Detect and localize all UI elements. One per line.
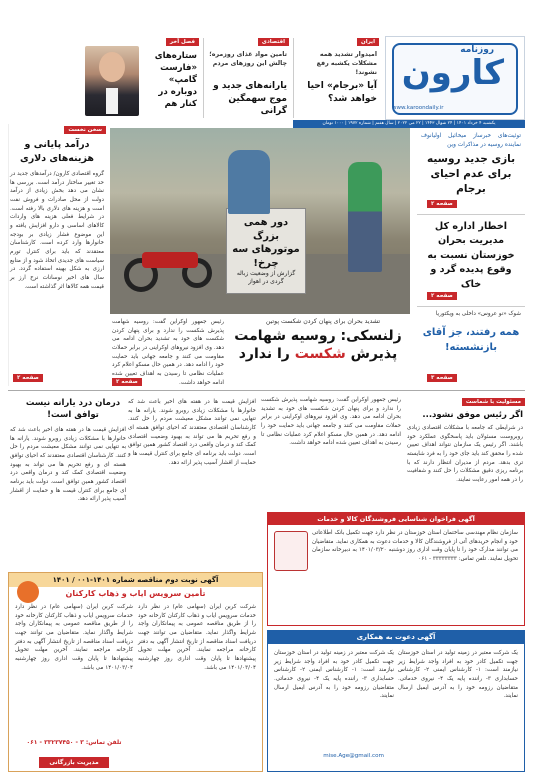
ad-logo bbox=[274, 531, 308, 571]
ad-header: آگهی نوبت دوم مناقصه شماره ۱۴۰۱-۰۰۱ / ۱۴۰۱ bbox=[9, 573, 262, 587]
actor-face bbox=[99, 52, 125, 82]
ad-phone[interactable]: تلفن تماس: ۳ - ۳۳۲۳۷۴۵۰ - ۰۶۱ bbox=[26, 739, 122, 746]
page-ref[interactable]: صفحه ۲ bbox=[112, 378, 142, 386]
story3-kicker: شوک «نو عروس» داخلی به ویکتوریا bbox=[435, 311, 521, 317]
page-ref[interactable]: صفحه ۲ bbox=[427, 200, 457, 208]
mid-left-body: افزایش قیمت ها در هفته های اخیر باعث شد که خانوارها با مشکلات زیادی روبرو شوند. یارانه ها به تنهایی نمی توانند مشکل معیشت مردم را حل کنند. کارشناسان اقتصادی معتقدند که احیای توافق هسته ای و رفع تحریم ها می تواند به بهبود وضعیت اقتصادی کمک کند و درمان واقعی درد اقتصاد کشور همین توافق است. دولت باید برنامه ای جامع برای کنترل قیمت ها و حمایت از اقشار آسیب پذیر ارائه دهد. bbox=[128, 399, 256, 466]
logo-small: روزنامه bbox=[460, 45, 494, 55]
center-article: رئیس جمهور اوکراین گفت: روسیه شهامت پذیرش شکست را ندارد و برای پنهان کردن شکست های خود به تشدید بحران ادامه می دهد. وی افزود نیروهای اوکراینی در برابر حملات مقاومت می کنند و جامعه جهانی باید حمایت خود را ادامه دهد. در همین حال مسکو اعلام کرد عملیات نظامی تا رسیدن به اهداف تعیین شده ادامه خواهد داشت. bbox=[261, 397, 401, 447]
divider bbox=[417, 214, 525, 215]
masthead bbox=[385, 36, 525, 120]
lead-title-word: را ندارد bbox=[238, 345, 290, 362]
top-item-politics[interactable] bbox=[293, 38, 379, 118]
section-tag: فصل آخر bbox=[166, 38, 199, 46]
top-item-culture[interactable] bbox=[85, 38, 199, 118]
ad-body-2: شرکت کربن ایران (سهامی عام) در نظر دارد خدمات سرویس ایاب و ذهاب کارکنان کارخانه خود را از طریق مناقصه عمومی به پیمانکاران واجد شرایط واگذار نماید. متقاضیان می توانند جهت دریافت اسناد مناقصه از تاریخ انتشار آگهی به دفتر کارخانه مراجعه نمایند. آخرین مهلت تحویل پیشنهادها تا پایان وقت اداری روز چهارشنبه ۱۴۰۱/۰۳/۰۴ می باشد. bbox=[15, 604, 133, 671]
divider bbox=[8, 390, 525, 391]
story2-title[interactable]: اخطار اداره کل مدیریت بحران خوزستان نسبت به وقوع پدیده گرد و خاک bbox=[427, 221, 515, 290]
top-item-title: یارانه‌های جدید و موج سهمگین گرانی bbox=[213, 81, 287, 117]
lead-title-line2 bbox=[223, 346, 413, 364]
actor-shirt bbox=[106, 88, 118, 114]
left-column bbox=[8, 124, 106, 386]
ad-footer: مدیریت بازرگانی bbox=[39, 757, 109, 768]
company-logo bbox=[17, 581, 39, 603]
main-photo bbox=[110, 128, 410, 314]
top-item-economy[interactable] bbox=[203, 38, 289, 118]
lead-title-line1: زلنسکی: روسیه شهامت bbox=[234, 328, 402, 344]
bike-body bbox=[142, 252, 198, 268]
logo: کارون bbox=[401, 53, 504, 93]
story1-kicker: توئیت‌های خبرساز میخائیل اولیانوف نماینده روسیه در مذاکرات وین bbox=[421, 133, 521, 148]
mid-left-body-2: افزایش قیمت ها در هفته های اخیر باعث شد که خانوارها با مشکلات زیادی روبرو شوند. یارانه ها به تنهایی نمی توانند مشکل معیشت مردم را حل کنند. کارشناسان اقتصادی معتقدند که احیای توافق هسته ای و رفع تحریم ها می تواند به بهبود وضعیت اقتصادی کمک کند و درمان واقعی درد اقتصاد کشور همین توافق است. دولت باید برنامه ای جامع برای کنترل قیمت ها و حمایت از اقشار آسیب پذیر ارائه دهد. bbox=[10, 427, 126, 503]
ad-auction[interactable] bbox=[8, 572, 263, 772]
dateline: یکشنبه ۴ خرداد ۱۴۰۱ | ۲۴ شوال ۱۴۴۳ | ۲۲ می ۲۰۲۲ | سال هفتم | شماره ۱۹۷۲ | ۱۰۰۰ تومان bbox=[293, 120, 525, 128]
editorial-title[interactable]: اگر رئیس موفق نشود... bbox=[422, 410, 523, 420]
section-tag: سخن نخست bbox=[64, 126, 106, 134]
section-tag: ایران bbox=[357, 38, 379, 46]
mid-left-story bbox=[8, 396, 258, 566]
ad-tender[interactable] bbox=[267, 512, 525, 626]
actor-photo bbox=[85, 46, 139, 116]
section-tag: مسئولیت با شماست bbox=[462, 398, 525, 406]
ad-body-2: یک شرکت معتبر در زمینه تولید در استان خوزستان جهت تکمیل کادر خود به افراد واجد شرایط زیر نیازمند است: ۱- کارشناس ایمنی ۲- کارشناس حسابداری ۳- راننده پایه یک ۴- نیروی خدماتی. متقاضیان رزومه خود را به آدرس ایمیل ارسال نمایند. bbox=[274, 650, 394, 700]
ad-body: یک شرکت معتبر در زمینه تولید در استان خوزستان جهت تکمیل کادر خود به افراد واجد شرایط زیر نیازمند است: ۱- کارشناس ایمنی ۲- کارشناس حسابداری ۳- راننده پایه یک ۴- نیروی خدماتی. متقاضیان رزومه خود را به آدرس ایمیل ارسال نمایند. bbox=[398, 650, 518, 700]
section-tag: اقتصادی bbox=[258, 38, 289, 46]
lead-title[interactable] bbox=[223, 328, 413, 363]
page-ref[interactable]: صفحه ۲ bbox=[427, 292, 457, 300]
top-item-title: ستاره‌های «فارست گامپ» دوباره در کنار هم bbox=[154, 51, 197, 110]
website[interactable]: www.karoondaily.ir bbox=[392, 105, 444, 111]
ad-header: آگهی دعوت به همکاری bbox=[268, 631, 524, 644]
photo-man-right bbox=[348, 162, 382, 272]
editorial-box bbox=[405, 396, 525, 506]
ad-body: شرکت کربن ایران (سهامی عام) در نظر دارد خدمات سرویس ایاب و ذهاب کارکنان کارخانه خود را از طریق مناقصه عمومی به پیمانکاران واجد شرایط واگذار نماید. متقاضیان می توانند جهت دریافت اسناد مناقصه از تاریخ انتشار آگهی به دفتر کارخانه مراجعه نمایند. آخرین مهلت تحویل پیشنهادها تا پایان وقت اداری روز چهارشنبه ۱۴۰۱/۰۳/۰۴ می باشد. bbox=[138, 604, 256, 671]
photo-man-left bbox=[228, 150, 270, 214]
page-ref[interactable]: صفحه ۲ bbox=[13, 374, 43, 382]
ad-body: سازمان نظام مهندسی ساختمان استان خوزستان در نظر دارد جهت تکمیل بانک اطلاعاتی خود و انجام خریدهای آتی از فروشندگان کالا و خدمات دعوت به همکاری نماید. متقاضیان می توانند مدارک خود را تا پایان وقت اداری روز دوشنبه ۱۴۰۱/۰۳/۲۰ به دبیرخانه سازمان تحویل نمایند. تلفن تماس: ۳۳۳۳۳۳۳۳ - ۰۶۱ bbox=[312, 530, 518, 562]
right-column bbox=[417, 130, 525, 386]
ad-job[interactable] bbox=[267, 630, 525, 772]
lead-title-word: پذیرش bbox=[350, 345, 398, 362]
story3-title[interactable]: همه رفتند، جز آقای بازنشسته! bbox=[422, 327, 520, 353]
photo-motorcycle bbox=[124, 238, 214, 294]
ad-header: آگهی فراخوان شناسایی فروشندگان کالا و خدمات bbox=[268, 513, 524, 525]
photo-sub-caption: گزارش از وضعیت زباله گردی در اهواز bbox=[236, 270, 296, 286]
top-item-text: امیدوار تشدید همه مشکلات یکشبه رفع نشوند! bbox=[316, 51, 377, 77]
ad-subheader: تأمین سرویس ایاب و ذهاب کارکنان bbox=[65, 589, 206, 598]
ad-email[interactable]: mise.Age@gmail.com bbox=[323, 753, 384, 759]
lead-kicker: تشدید بحران برای پنهان کردن شکست پوتین bbox=[265, 318, 381, 325]
story1-title[interactable]: بازی جدید روسیه برای عدم احیای برجام bbox=[426, 153, 516, 196]
lead-title-highlight: شکست bbox=[294, 345, 346, 362]
photo-caption: دور همی بزرگ موتورهای سه چرخ! bbox=[232, 217, 300, 269]
divider bbox=[417, 306, 525, 307]
top-item-text: تامین مواد غذای روزمره؛ چالش این روزهای مردم bbox=[209, 51, 287, 68]
lead-body: رئیس جمهور اوکراین گفت: روسیه شهامت پذیرش شکست را ندارد و برای پنهان کردن شکست های خود به تشدید بحران ادامه می دهد. وی افزود نیروهای اوکراینی در برابر حملات مقاومت می کنند و جامعه جهانی باید حمایت خود را ادامه دهد. در همین حال مسکو اعلام کرد عملیات نظامی تا رسیدن به اهداف تعیین شده ادامه خواهد داشت. bbox=[112, 319, 224, 386]
mid-left-title[interactable]: درمان درد یارانه نیست توافق است! bbox=[25, 398, 121, 420]
top-item-title: آیا «برجام» احیا خواهد شد؟ bbox=[307, 81, 377, 104]
left-body: گروه اقتصادی کارون/ درآمدهای جدید در حد تغییر ساختار درآمد است. بررسی ها نشان می دهد بخش زیادی از درآمد دولت از محل صادرات و فروش نفت است و هزینه های دلاری بالا رفته است. در شرایط فعلی هزینه های واردات کالاهای اساسی و دارو افزایش یافته و این موضوع فشار زیادی بر بودجه خانوارها وارد کرده است. کارشناسان معتقدند که باید برای کنترل تورم سیاست های جدیدی اتخاذ شود و از منابع ارزی به شکل بهینه استفاده گردد. در سال های اخیر نوسانات نرخ ارز بر قیمت همه کالاها اثر گذاشته است. bbox=[10, 171, 104, 290]
left-title[interactable]: درآمد پایانی و هزینه‌های دلاری bbox=[20, 139, 94, 164]
editorial-body: در شرایطی که جامعه با مشکلات اقتصادی زیادی روبروست مسئولان باید پاسخگوی عملکرد خود باشند. اگر رئیس یک سازمان نتواند اهداف تعیین شده را محقق کند باید جای خود را به فرد شایسته تری بدهد. مردم از مدیران انتظار دارند که با برنامه ریزی دقیق مشکلات را حل کنند و شفافیت را در همه امور رعایت نمایند. bbox=[407, 425, 523, 483]
page-ref[interactable]: صفحه ۳ bbox=[427, 374, 457, 382]
